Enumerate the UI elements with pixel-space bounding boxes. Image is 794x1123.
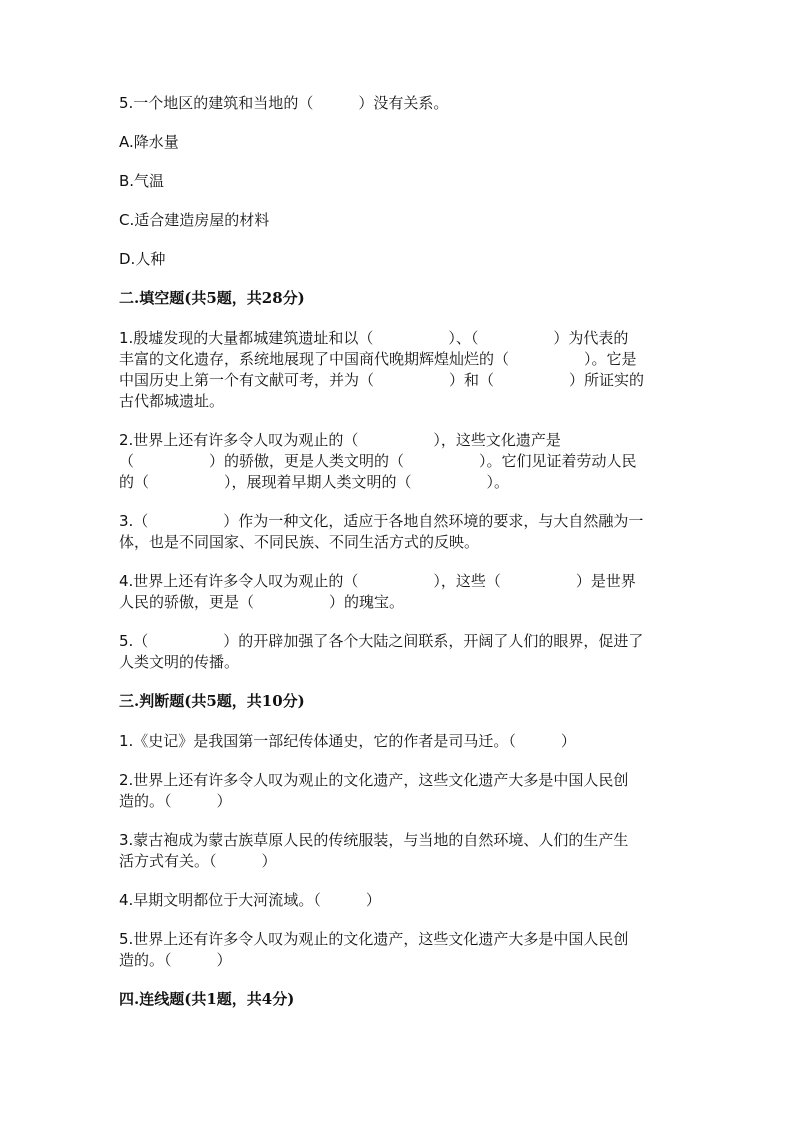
question-line: 3.蒙古袍成为蒙古族草原人民的传统服装，与当地的自然环境、人们的生产生 xyxy=(119,831,629,849)
question-line: 4.世界上还有许多令人叹为观止的（ ），这些（ ）是世界 xyxy=(119,572,636,590)
question-line: 古代都城遗址。 xyxy=(119,392,225,410)
question-line: 的（ ），展现着早期人类文明的（ ）。 xyxy=(119,473,510,491)
fill-section-heading: 二.填空题(共5题，共28分) xyxy=(119,289,305,307)
option-d: D.人种 xyxy=(119,250,166,268)
fill-question-1 xyxy=(119,328,674,412)
exam-page xyxy=(119,93,674,1010)
question-line: 4.早期文明都位于大河流域。（ ） xyxy=(119,891,381,909)
judge-question-2 xyxy=(119,770,674,812)
question-line: 人类文明的传播。 xyxy=(119,653,240,671)
question-line: 5.（ ）的开辟加强了各个大陆之间联系，开阔了人们的眼界，促进了 xyxy=(119,632,644,650)
fill-question-4 xyxy=(119,571,674,613)
question-line: 丰富的文化遗存，系统地展现了中国商代晚期辉煌灿烂的（ ）。它是 xyxy=(119,350,637,368)
option-c: C.适合建造房屋的材料 xyxy=(119,211,270,229)
question-line: 2.世界上还有许多令人叹为观止的（ ），这些文化遗产是 xyxy=(119,431,561,449)
judge-question-5 xyxy=(119,929,674,971)
question-line: 2.世界上还有许多令人叹为观止的文化遗产，这些文化遗产大多是中国人民创 xyxy=(119,771,629,789)
choice-question-5: 5.一个地区的建筑和当地的（ ）没有关系。 xyxy=(119,94,449,112)
option-a: A.降水量 xyxy=(119,133,179,151)
question-line: 5.世界上还有许多令人叹为观止的文化遗产，这些文化遗产大多是中国人民创 xyxy=(119,930,629,948)
fill-question-3 xyxy=(119,511,674,553)
fill-question-5 xyxy=(119,631,674,673)
question-line: （ ）的骄傲，更是人类文明的（ ）。它们见证着劳动人民 xyxy=(119,452,637,470)
judge-question-4 xyxy=(119,890,674,911)
question-line: 造的。（ ） xyxy=(119,951,232,969)
match-section-heading: 四.连线题(共1题，共4分) xyxy=(119,990,295,1008)
judge-question-3 xyxy=(119,830,674,872)
option-b: B.气温 xyxy=(119,172,165,190)
question-line: 1.《史记》是我国第一部纪传体通史，它的作者是司马迁。（ ） xyxy=(119,732,576,750)
question-line: 3.（ ）作为一种文化，适应于各地自然环境的要求，与大自然融为一 xyxy=(119,512,644,530)
question-line: 活方式有关。（ ） xyxy=(119,852,277,870)
judge-section-heading: 三.判断题(共5题，共10分) xyxy=(119,692,305,710)
question-line: 中国历史上第一个有文献可考，并为（ ）和（ ）所证实的 xyxy=(119,371,645,389)
question-line: 体，也是不同国家、不同民族、不同生活方式的反映。 xyxy=(119,533,480,551)
question-line: 造的。（ ） xyxy=(119,792,232,810)
fill-question-2 xyxy=(119,430,674,493)
judge-question-1 xyxy=(119,731,674,752)
question-line: 人民的骄傲，更是（ ）的瑰宝。 xyxy=(119,593,405,611)
question-line: 1.殷墟发现的大量都城建筑遗址和以（ ）、（ ）为代表的 xyxy=(119,329,629,347)
